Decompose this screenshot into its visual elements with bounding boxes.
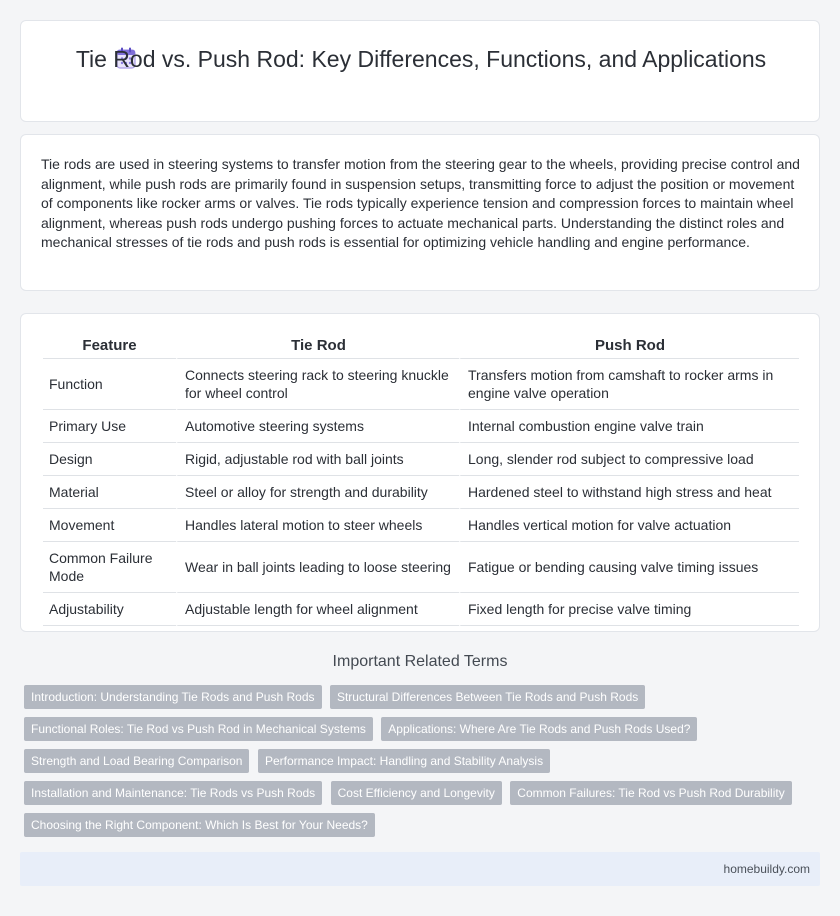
table-header-row: [43, 334, 799, 359]
column-header-tie-rod: Tie Rod: [176, 334, 459, 359]
tie-rod-cell: Automotive steering systems: [176, 410, 459, 443]
related-term-tag[interactable]: Strength and Load Bearing Comparison: [24, 749, 249, 773]
table-row: [43, 593, 799, 626]
feature-cell: Movement: [43, 509, 176, 542]
related-term-tag[interactable]: Functional Roles: Tie Rod vs Push Rod in Mechanical Systems: [24, 717, 373, 741]
comparison-table-card: [20, 313, 820, 632]
related-terms-heading: Important Related Terms: [332, 653, 508, 670]
tie-rod-cell: Wear in ball joints leading to loose steering: [176, 542, 459, 593]
footer-site-link[interactable]: homebuildy.com: [723, 862, 810, 876]
tie-rod-cell: Connects steering rack to steering knuckle for wheel control: [176, 359, 459, 410]
feature-cell: Common Failure Mode: [43, 542, 176, 593]
push-rod-cell: Handles vertical motion for valve actuation: [459, 509, 799, 542]
table-row: [43, 542, 799, 593]
table-row: [43, 359, 799, 410]
tie-rod-cell: Rigid, adjustable rod with ball joints: [176, 443, 459, 476]
feature-cell: Adjustability: [43, 593, 176, 626]
push-rod-cell: Fatigue or bending causing valve timing issues: [459, 542, 799, 593]
tie-rod-cell: Steel or alloy for strength and durability: [176, 476, 459, 509]
table-row: [43, 410, 799, 443]
related-term-tag[interactable]: Cost Efficiency and Longevity: [331, 781, 502, 805]
related-term-tag[interactable]: Introduction: Understanding Tie Rods and Push Rods: [24, 685, 322, 709]
intro-paragraph: Tie rods are used in steering systems to transfer motion from the steering gear to the wheels, providing precise control and alignment, while push rods are primarily found in suspension setups, transmitting force to adjust the position or movement of components like rocker arms or valves. Tie rods typically experience tension and compression forces to maintain wheel alignment, whereas push rods undergo pushing forces to actuate mechanical parts. Understanding the distinct roles and mechanical stresses of tie rods and push rods is essential for optimizing vehicle handling and engine performance.: [41, 156, 800, 250]
table-row: [43, 476, 799, 509]
related-term-tag[interactable]: Choosing the Right Component: Which Is Best for Your Needs?: [24, 813, 375, 837]
page-title: Tie Rod vs. Push Rod: Key Differences, Functions, and Applications: [75, 46, 767, 72]
table-row: [43, 443, 799, 476]
table-row: [43, 509, 799, 542]
related-terms-list: [24, 685, 804, 845]
tie-rod-cell: Adjustable length for wheel alignment: [176, 593, 459, 626]
feature-cell: Function: [43, 359, 176, 410]
related-term-tag[interactable]: Applications: Where Are Tie Rods and Push Rods Used?: [381, 717, 697, 741]
feature-cell: Primary Use: [43, 410, 176, 443]
push-rod-cell: Long, slender rod subject to compressive load: [459, 443, 799, 476]
tie-rod-cell: Handles lateral motion to steer wheels: [176, 509, 459, 542]
intro-card: [20, 134, 820, 291]
column-header-push-rod: Push Rod: [459, 334, 799, 359]
footer: [20, 852, 820, 886]
push-rod-cell: Internal combustion engine valve train: [459, 410, 799, 443]
column-header-feature: Feature: [43, 334, 176, 359]
related-term-tag[interactable]: Performance Impact: Handling and Stability Analysis: [258, 749, 550, 773]
related-term-tag[interactable]: Structural Differences Between Tie Rods and Push Rods: [330, 685, 645, 709]
feature-cell: Design: [43, 443, 176, 476]
feature-cell: Material: [43, 476, 176, 509]
push-rod-cell: Transfers motion from camshaft to rocker arms in engine valve operation: [459, 359, 799, 410]
title-card: [20, 20, 820, 122]
push-rod-cell: Hardened steel to withstand high stress and heat: [459, 476, 799, 509]
related-term-tag[interactable]: Installation and Maintenance: Tie Rods vs Push Rods: [24, 781, 322, 805]
push-rod-cell: Fixed length for precise valve timing: [459, 593, 799, 626]
related-term-tag[interactable]: Common Failures: Tie Rod vs Push Rod Durability: [510, 781, 791, 805]
comparison-table: [43, 334, 799, 626]
